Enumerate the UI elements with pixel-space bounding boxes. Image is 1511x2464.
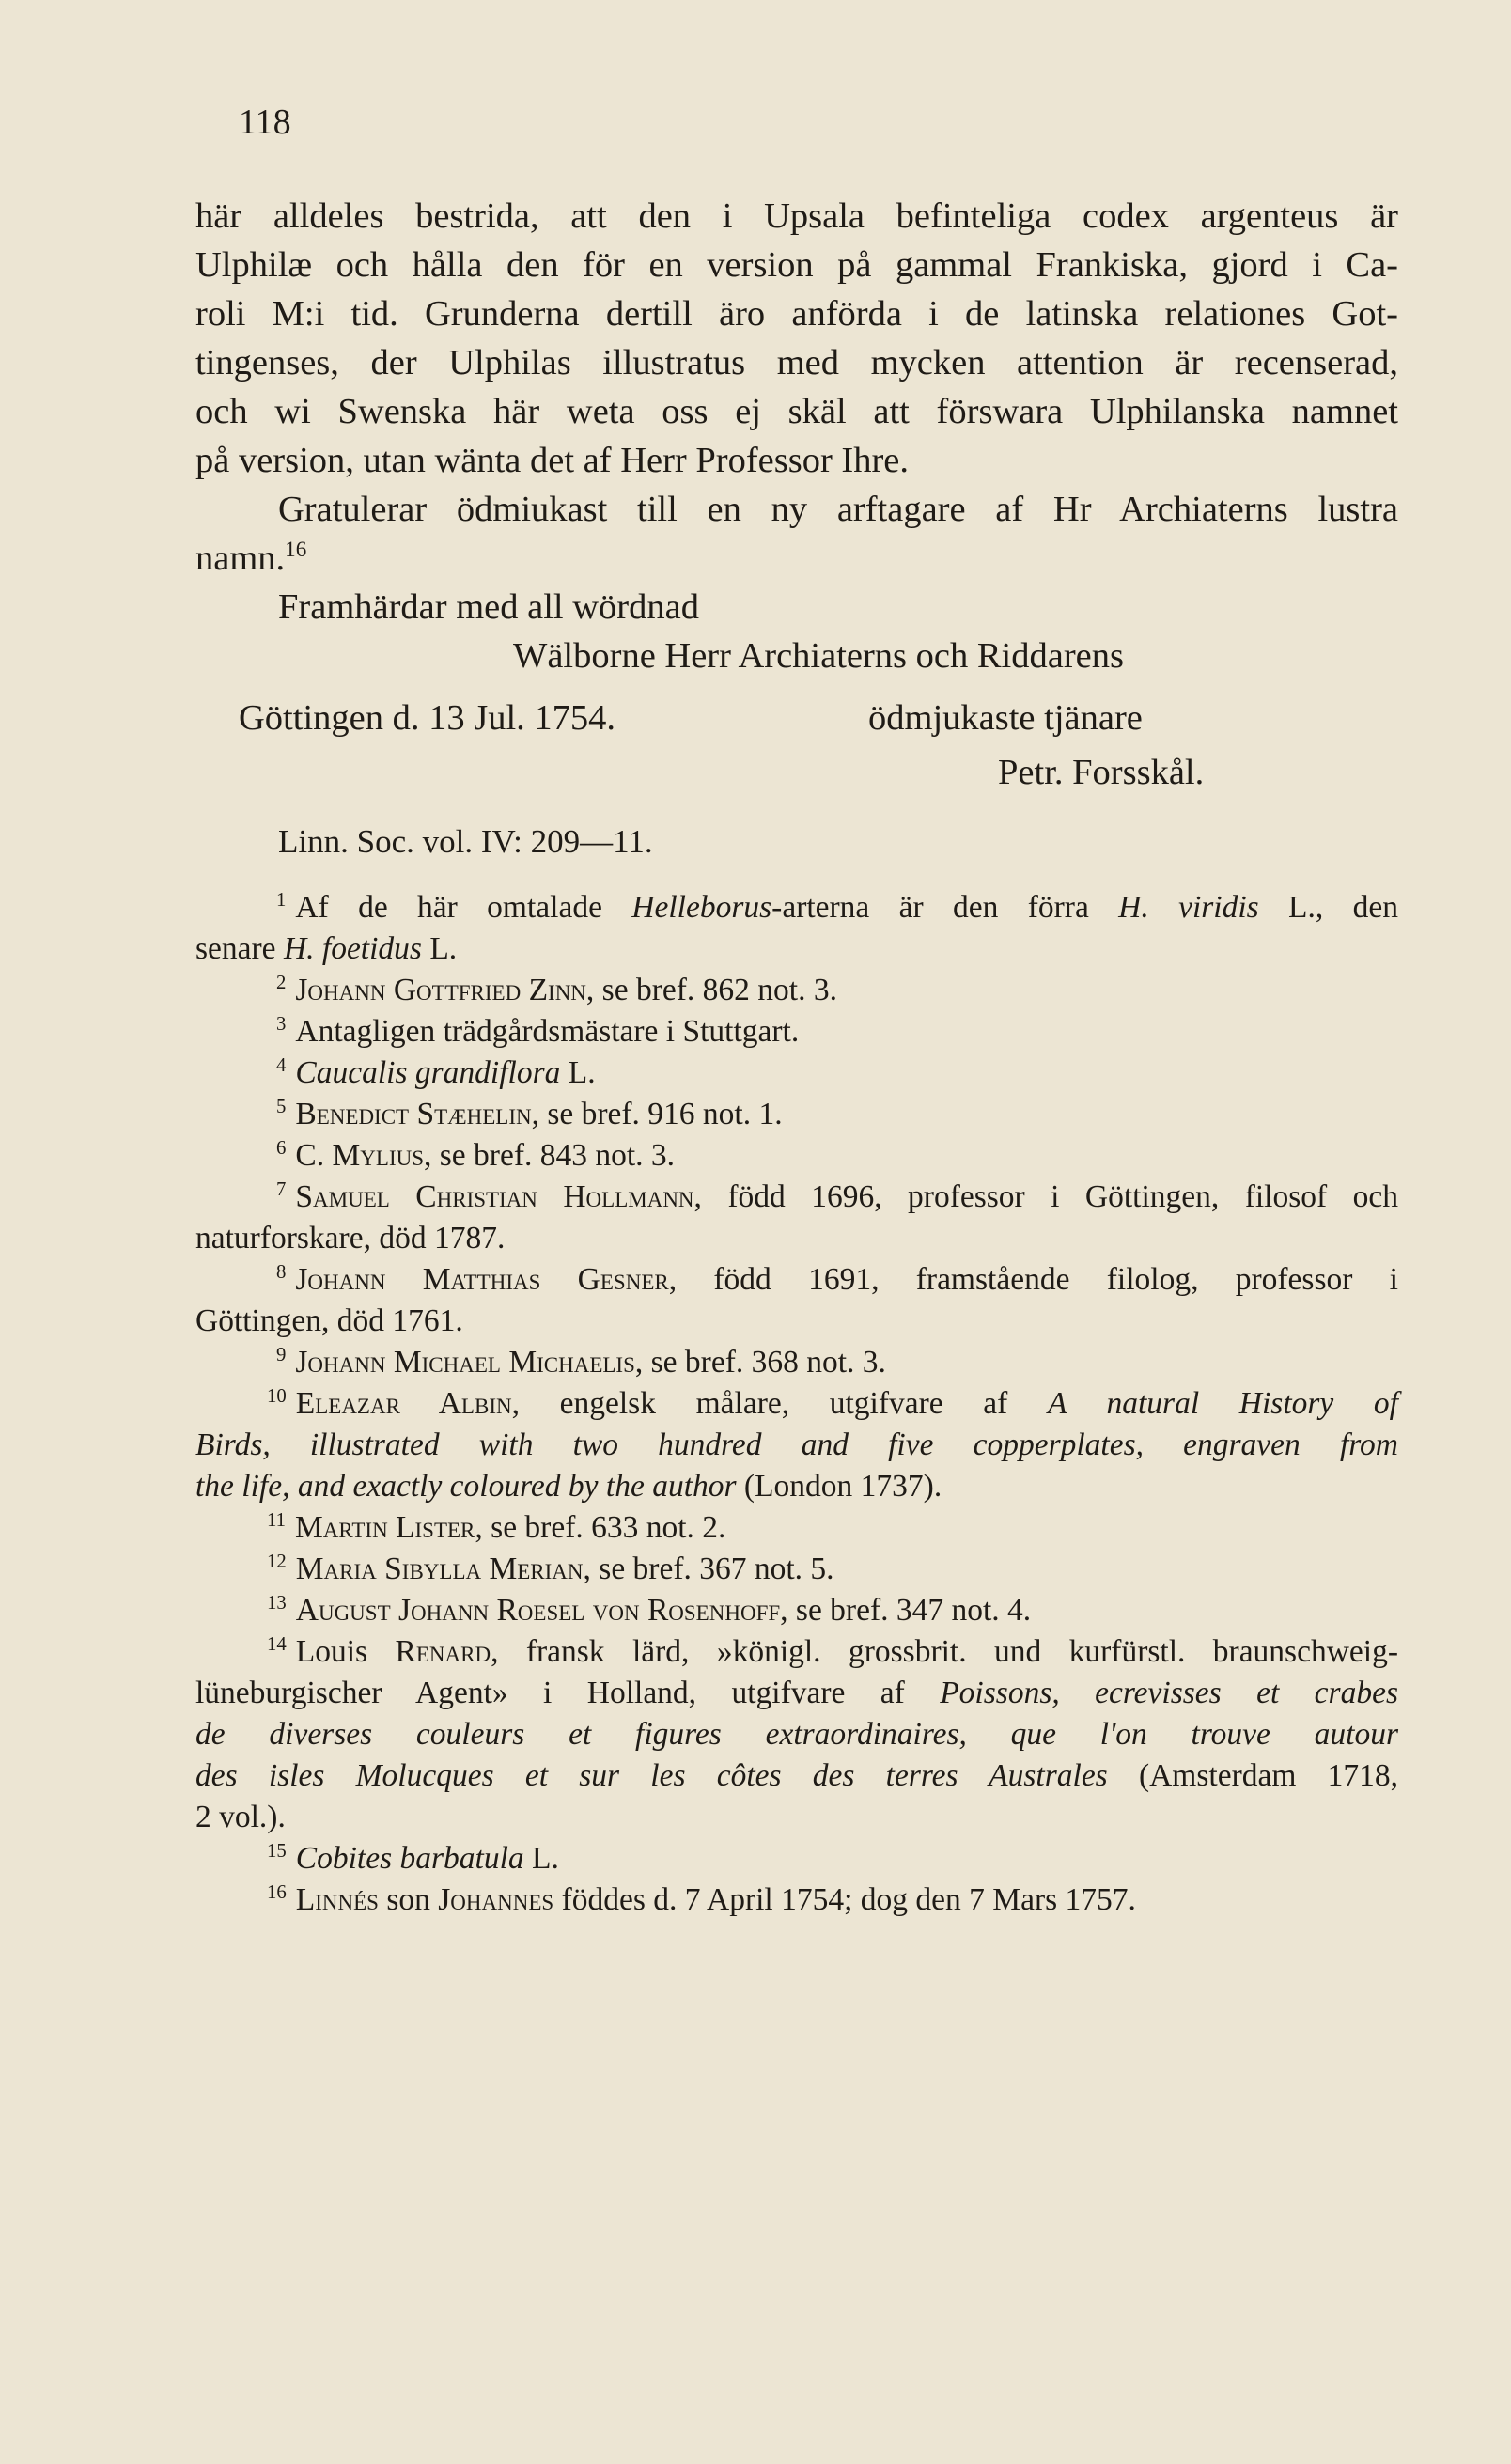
- footnote-5: $^5$ Benedict Stæhelin, se bref. 916 not. 1.: [276, 1095, 783, 1131]
- footnote-14-cont: 2 vol.).: [195, 1800, 286, 1834]
- footnote-7-cont: naturforskare, död 1787.: [195, 1221, 506, 1255]
- footnote-14-cont: lüneburgischer Agent» i Holland, utgifvare af Poissons, ecrevisses et crabes: [195, 1676, 1398, 1710]
- place-date: Göttingen d. 13 Jul. 1754.: [239, 698, 616, 738]
- footnote-11: $^{11}$ Martin Lister, se bref. 633 not. 2.: [267, 1508, 726, 1545]
- footnote-10-cont: Birds, illustrated with two hundred and five copperplates, engraven from: [195, 1427, 1398, 1462]
- footnote-8-cont: Göttingen, död 1761.: [195, 1303, 463, 1338]
- footnote-4: $^4$ Caucalis grandiflora L.: [276, 1053, 596, 1090]
- footnote-1-cont: senare H. foetidus L.: [195, 931, 458, 966]
- footnote-13: $^{13}$ August Johann Roesel von Rosenhoff, se bref. 347 not. 4.: [267, 1591, 1032, 1628]
- footnote-2: $^2$ Johann Gottfried Zinn, se bref. 862 not. 3.: [276, 971, 837, 1007]
- closing-formula: Framhärdar med all wördnad: [278, 587, 699, 627]
- footnote-6: $^6$ C. Mylius, se bref. 843 not. 3.: [276, 1136, 676, 1173]
- addressee: Wälborne Herr Archiaterns och Riddarens: [513, 636, 1124, 676]
- footnote-10-cont: the life, and exactly coloured by the author (London 1737).: [195, 1469, 942, 1504]
- footnote-1: $^1$ Af de här omtalade Helleborus-arterna är den förra H. viridis L., den: [276, 888, 1398, 925]
- footnote-9: $^9$ Johann Michael Michaelis, se bref. 368 not. 3.: [276, 1343, 886, 1380]
- footnote-8: $^8$ Johann Matthias Gesner, född 1691, framstående filolog, professor i: [276, 1260, 1398, 1297]
- letter-line: på version, utan wänta det af Herr Professor Ihre.: [195, 441, 910, 480]
- footnote-14: $^{14}$ Louis Renard, fransk lärd, »königl. grossbrit. und kurfürstl. braunschweig-: [267, 1632, 1398, 1669]
- letter-line: [195, 534, 306, 583]
- footnote-14-cont: de diverses couleurs et figures extraordinaires, que l'on trouve autour: [195, 1717, 1398, 1752]
- footnote-15: $^{15}$ Cobites barbatula L.: [267, 1839, 559, 1876]
- footnote-16: $^{16}$ Linnés son Johannes föddes d. 7 April 1754; dog den 7 Mars 1757.: [267, 1880, 1136, 1917]
- humble-servant: ödmjukaste tjänare: [868, 698, 1143, 738]
- letter-line: roli M:i tid. Grunderna dertill äro anförda i de latinska relationes Got-: [195, 294, 1398, 334]
- letter-line: tingenses, der Ulphilas illustratus med mycken attention är recenserad,: [195, 343, 1398, 382]
- footnote-ref: 16: [285, 537, 307, 562]
- letter-line: och wi Swenska här weta oss ej skäl att förswara Ulphilanska namnet: [195, 392, 1398, 431]
- letter-line: Gratulerar ödmiukast till en ny arftagare af Hr Archiaterns lustra: [278, 490, 1398, 529]
- signature: Petr. Forsskål.: [998, 753, 1205, 792]
- letter-line: här alldeles bestrida, att den i Upsala befinteliga codex argenteus är: [195, 196, 1398, 236]
- footnote-3: $^3$ Antagligen trädgårdsmästare i Stuttgart.: [276, 1012, 800, 1049]
- footnote-14-cont: des isles Molucques et sur les côtes des terres Australes (Amsterdam 1718,: [195, 1758, 1398, 1793]
- source-reference: Linn. Soc. vol. IV: 209—11.: [278, 823, 653, 860]
- letter-text: namn.: [195, 538, 286, 578]
- footnote-10: $^{10}$ Eleazar Albin, engelsk målare, utgifvare af A natural History of: [267, 1384, 1398, 1421]
- footnote-12: $^{12}$ Maria Sibylla Merian, se bref. 367 not. 5.: [267, 1550, 834, 1586]
- footnote-7: $^7$ Samuel Christian Hollmann, född 1696, professor i Göttingen, filosof och: [276, 1177, 1398, 1214]
- page-number: 118: [239, 102, 291, 142]
- letter-line: Ulphilæ och hålla den för en version på gammal Frankiska, gjord i Ca-: [195, 245, 1398, 285]
